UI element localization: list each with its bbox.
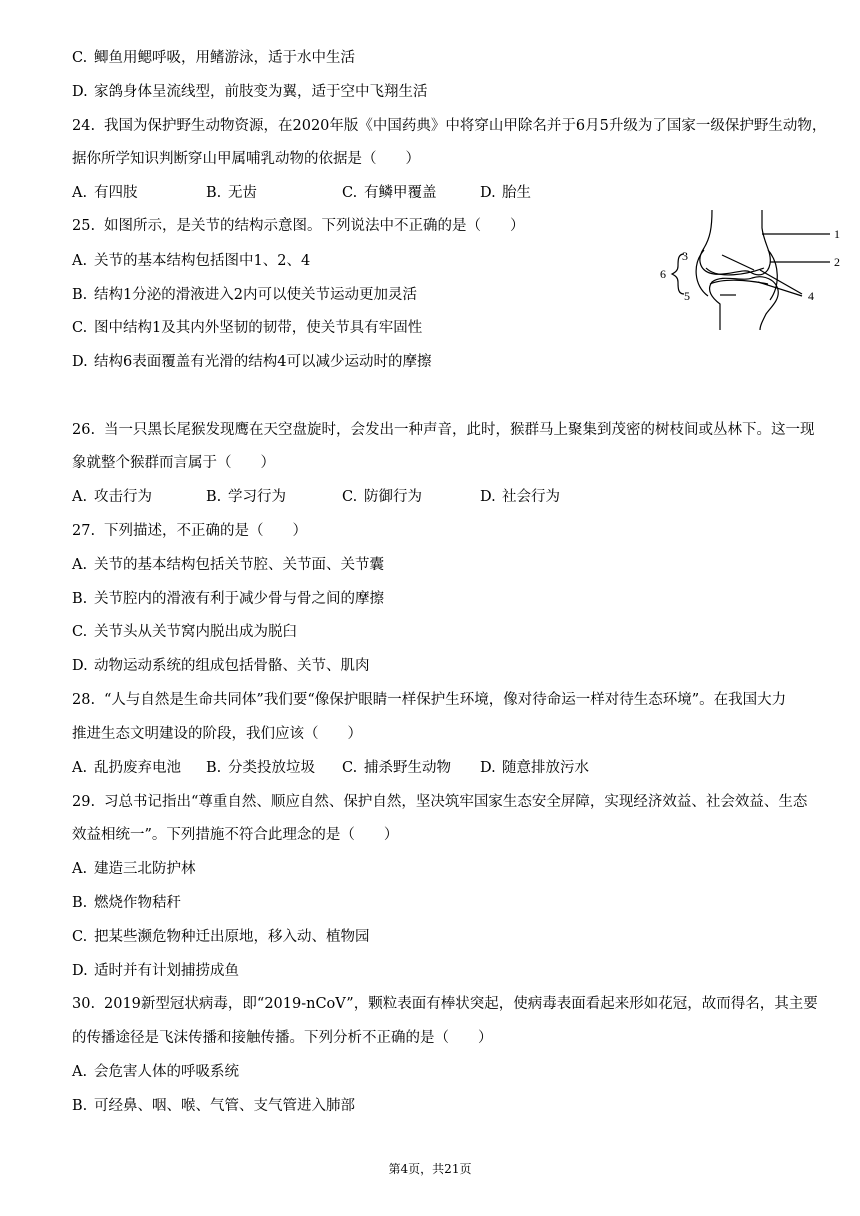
q24-option-c: C. 有鳞甲覆盖	[342, 185, 437, 201]
q29-option-d: D. 适时并有计划捕捞成鱼	[72, 963, 239, 979]
q27-option-d: D. 动物运动系统的组成包括骨骼、关节、肌肉	[72, 658, 370, 674]
q24-option-a: A. 有四肢	[72, 185, 138, 201]
q26-number: 26.	[72, 422, 96, 438]
q30-stem-line1: 2019新型冠状病毒，即“2019-nCoV”，颗粒表面有棒状突起，使病毒表面看起来形如花冠，故而得名，其主要	[104, 996, 818, 1012]
label-4: 4	[808, 289, 814, 303]
q28-option-d: D. 随意排放污水	[480, 760, 589, 776]
q25-option-a: A. 关节的基本结构包括图中1、2、4	[72, 253, 311, 269]
q23-option-d: D. 家鸽身体呈流线型，前肢变为翼，适于空中飞翔生活	[72, 84, 428, 100]
q28-stem-line1: “人与自然是生命共同体”我们要“像保护眼睛一样保护生环境，像对待命运一样对待生态环境”。在我国大力	[104, 692, 787, 708]
q25-number: 25.	[72, 218, 96, 234]
q30-option-b: B. 可经鼻、咽、喉、气管、支气管进入肺部	[72, 1098, 355, 1114]
q24-option-d: D. 胎生	[480, 185, 531, 201]
q27-option-c: C. 关节头从关节窝内脱出成为脱臼	[72, 624, 297, 640]
q28-option-c: C. 捕杀野生动物	[342, 760, 451, 776]
q26-stem-line1: 当一只黑长尾猴发现鹰在天空盘旋时，会发出一种声音，此时，猴群马上聚集到茂密的树枝间或丛林下。这一现	[104, 422, 815, 438]
page-footer: 第4页，共21页	[388, 1162, 472, 1176]
q24-number: 24.	[72, 118, 96, 134]
q25-option-c: C. 图中结构1及其内外坚韧的韧带，使关节具有牢固性	[72, 320, 423, 336]
q26-option-a: A. 攻击行为	[72, 489, 152, 505]
q24-stem-line2: 据你所学知识判断穿山甲属哺乳动物的依据是（ ）	[72, 151, 420, 167]
q29-number: 29.	[72, 794, 96, 810]
q27-number: 27.	[72, 523, 96, 539]
q30-option-a: A. 会危害人体的呼吸系统	[72, 1064, 239, 1080]
q29-option-c: C. 把某些濒危物种迁出原地，移入动、植物园	[72, 929, 370, 945]
q23-option-c: C. 鲫鱼用鳃呼吸，用鳍游泳，适于水中生活	[72, 50, 355, 66]
q29-option-a: A. 建造三北防护林	[72, 861, 196, 877]
q25-stem: 如图所示，是关节的结构示意图。下列说法中不正确的是（ ）	[104, 218, 525, 234]
q30-stem-line2: 的传播途径是飞沫传播和接触传播。下列分析不正确的是（ ）	[72, 1030, 493, 1046]
label-3: 3	[682, 249, 688, 263]
q30-number: 30.	[72, 996, 96, 1012]
q26-option-d: D. 社会行为	[480, 489, 560, 505]
q28-option-a: A. 乱扔废弃电池	[72, 760, 181, 776]
upper-bone	[700, 210, 770, 275]
q29-option-b: B. 燃烧作物秸秆	[72, 895, 181, 911]
q27-stem: 下列描述，不正确的是（ ）	[104, 523, 307, 539]
q28-stem-line2: 推进生态文明建设的阶段，我们应该（ ）	[72, 726, 362, 742]
q27-option-a: A. 关节的基本结构包括关节腔、关节面、关节囊	[72, 557, 384, 573]
q26-option-b: B. 学习行为	[206, 489, 286, 505]
q24-stem-line1: 我国为保护野生动物资源，在2020年版《中国药典》中将穿山甲除名并于6月5升级为了国家一级保护野生动物，	[104, 118, 827, 134]
q25-option-d: D. 结构6表面覆盖有光滑的结构4可以减少运动时的摩擦	[72, 354, 432, 370]
q26-stem-line2: 象就整个猴群而言属于（ ）	[72, 455, 275, 471]
label-2: 2	[834, 255, 840, 269]
joint-capsule	[696, 250, 708, 296]
q29-stem-line1: 习总书记指出“尊重自然、顺应自然、保护自然，坚决筑牢国家生态安全屏障，实现经济效益、社会效益、生态	[104, 794, 808, 810]
joint-diagram	[652, 208, 852, 334]
label-1: 1	[834, 227, 840, 241]
q24-option-b: B. 无齿	[206, 185, 257, 201]
q29-stem-line2: 效益相统一”。下列措施不符合此理念的是（ ）	[72, 827, 399, 843]
q26-option-c: C. 防御行为	[342, 489, 422, 505]
q25-option-b: B. 结构1分泌的滑液进入2内可以使关节运动更加灵活	[72, 287, 417, 303]
q28-option-b: B. 分类投放垃圾	[206, 760, 315, 776]
label-5: 5	[684, 289, 690, 303]
label-6: 6	[660, 267, 666, 281]
q27-option-b: B. 关节腔内的滑液有利于减少骨与骨之间的摩擦	[72, 591, 384, 607]
q28-number: 28.	[72, 692, 96, 708]
